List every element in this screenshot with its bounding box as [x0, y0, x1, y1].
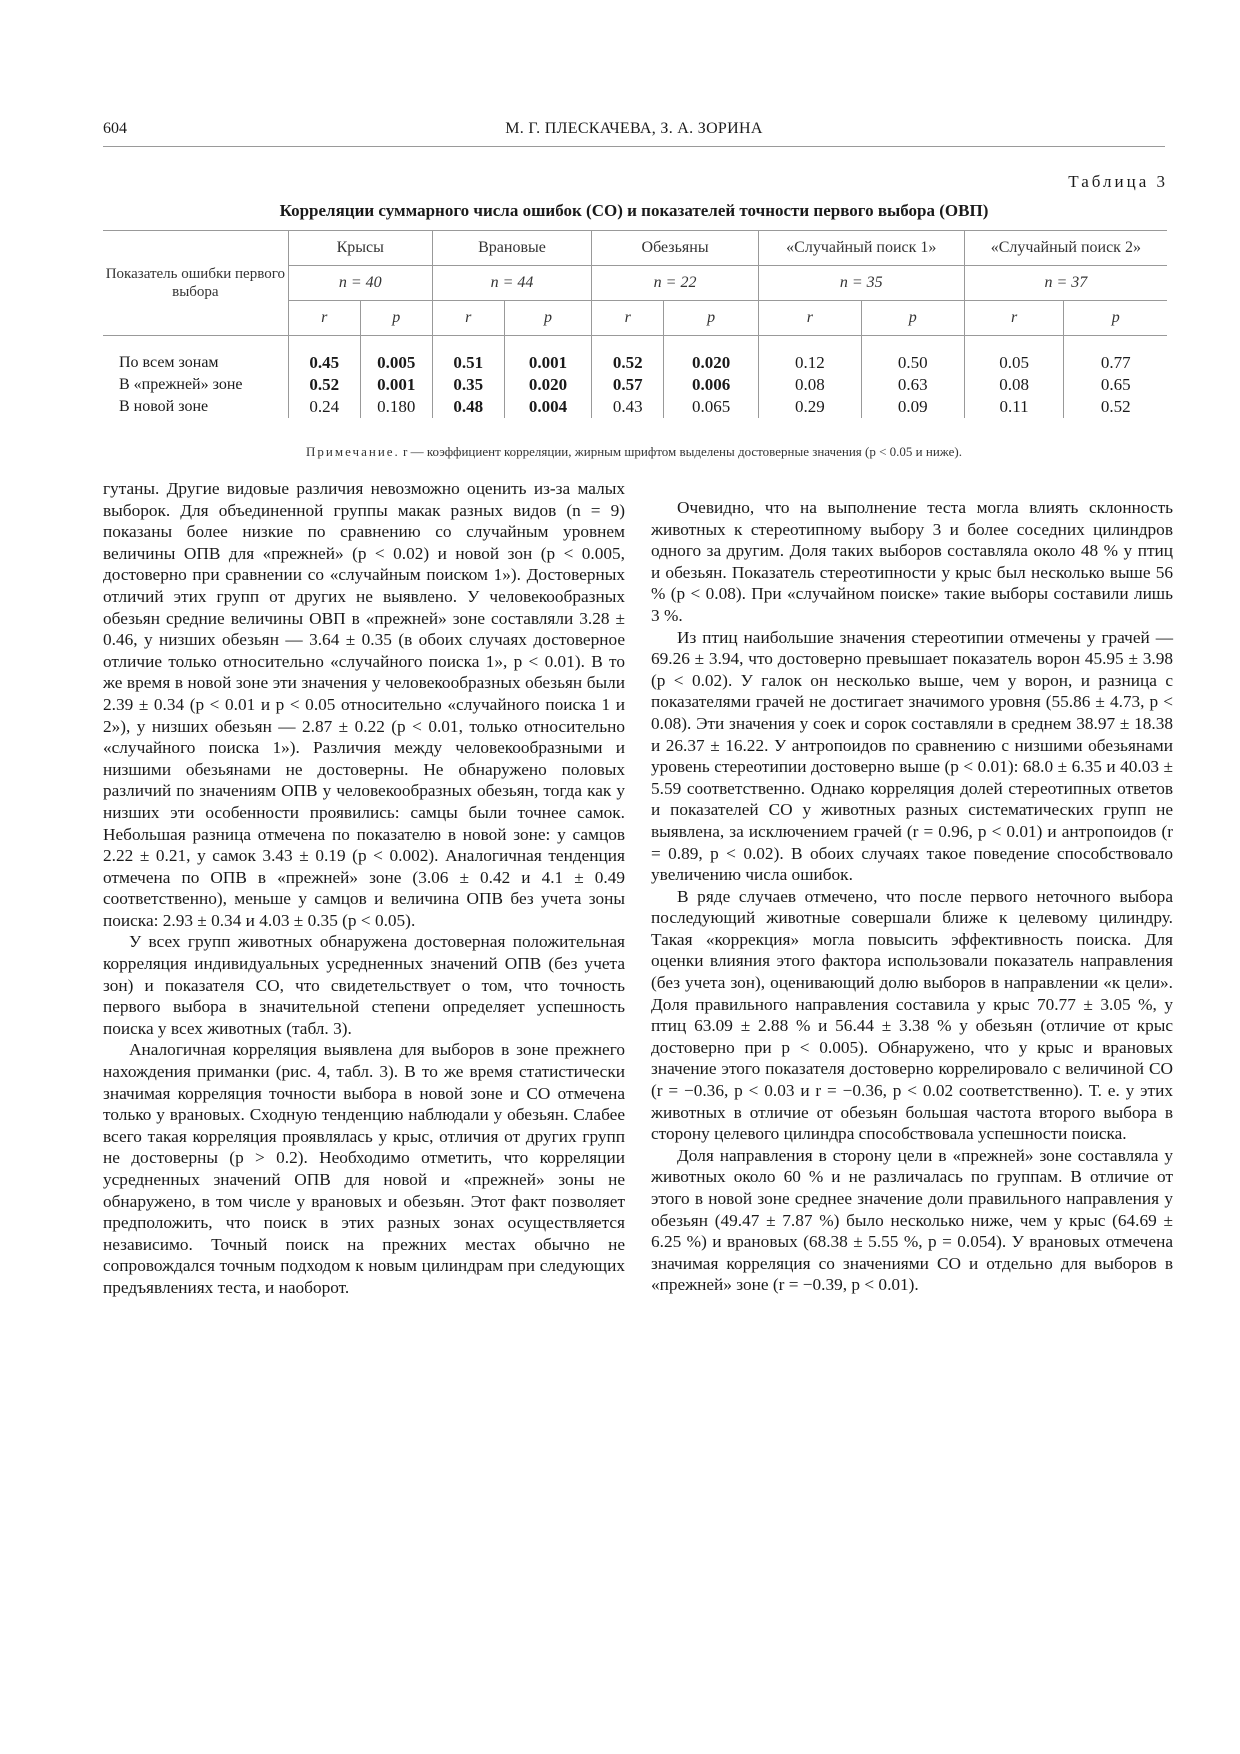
subheader-p: p	[1064, 301, 1167, 336]
p-value-cell: 0.001	[504, 352, 591, 374]
row-label: В новой зоне	[119, 398, 209, 415]
r-value-cell: 0.08	[758, 374, 861, 396]
body-column-left	[103, 478, 625, 1299]
p-value-cell: 0.006	[664, 374, 759, 396]
r-value-cell: 0.24	[288, 396, 360, 418]
sample-size: n = 22	[592, 266, 759, 301]
p-value-cell: 0.020	[504, 374, 591, 396]
table-caption: Корреляции суммарного числа ошибок (СО) и показателей точности первого выбора (ОВП)	[279, 201, 989, 220]
r-value-cell: 0.11	[964, 396, 1064, 418]
r-value-cell: 0.08	[964, 374, 1064, 396]
table-row	[103, 352, 1167, 374]
r-value-cell: 0.51	[432, 352, 504, 374]
subheader-r: r	[964, 301, 1064, 336]
subheader-p: p	[664, 301, 759, 336]
subheader-r: r	[288, 301, 360, 336]
p-value-cell: 0.63	[861, 374, 964, 396]
p-value-cell: 0.65	[1064, 374, 1167, 396]
row-label: По всем зонам	[119, 354, 219, 371]
note-text: r — коэффициент корреляции, жирным шрифтом выделены достоверные значения (p < 0.05 и ниже).	[403, 444, 962, 459]
sample-size: n = 37	[964, 266, 1167, 301]
row-header: Показатель ошибки первого выбора	[103, 231, 288, 336]
group-header: «Случайный поиск 2»	[964, 231, 1167, 266]
note-label: Примечание.	[306, 444, 400, 459]
running-title: М. Г. ПЛЕСКАЧЕВА, З. А. ЗОРИНА	[505, 120, 763, 137]
correlation-table	[103, 230, 1167, 418]
paragraph: гутаны. Другие видовые различия невозможно оценить из-за малых выборок. Для объединенной группы макак разных видов (n = 9) показаны более низкие по сравнению со случайным уровнем величины ОПВ для «прежней» (p < 0.02) и новой зон (p < 0.005, достоверно при сравнении со «случайным поиском 1»). Достоверных отличий этих групп от других не выявлено. У человекообразных обезьян средние величины ОВП в «прежней» зоне составляли 3.28 ± 0.46, у низших обезьян — 3.64 ± 0.35 (в обоих случаях достоверное отличие только относительно «случайного поиска 1», p < 0.01). В то же время в новой зоне эти значения у человекообразных обезьян были 2.39 ± 0.34 (p < 0.01 и p < 0.05 относительно «случайного поиска 1 и 2»), у низших обезьян — 2.87 ± 0.22 (p < 0.01, только относительно «случайного поиска 1»). Различия между человекообразными и низшими обезьянами не достоверны. Не обнаружено половых различий по значениям ОПВ у человекообразных обезьян, тогда как у низших эти особенности проявились: самцы были точнее самок. Небольшая разница отмечена по показателю в новой зоне: у самцов 2.22 ± 0.21, у самок 3.43 ± 0.19 (p < 0.002). Аналогичная тенденция отмечена по ОПВ в «прежней» зоне (3.06 ± 0.42 и 4.1 ± 0.49 соответственно), меньше у самцов и величина ОПВ без учета зоны поиска: 2.93 ± 0.34 и 4.03 ± 0.35 (p < 0.05).	[103, 479, 625, 930]
row-label: В «прежней» зоне	[119, 376, 243, 393]
subheader-r: r	[758, 301, 861, 336]
p-value-cell: 0.065	[664, 396, 759, 418]
p-value-cell: 0.180	[360, 396, 432, 418]
r-value-cell: 0.35	[432, 374, 504, 396]
paragraph: В ряде случаев отмечено, что после первого неточного выбора последующий животные совершали ближе к целевому цилиндру. Такая «коррекция» могла повысить эффективность поиска. Для оценки влияния этого фактора использовали показатель направления (без учета зон), оценивающий долю выборов в направлении «к цели». Доля правильного направления составила у крыс 70.77 ± 3.05 %, у птиц 63.09 ± 2.88 % и 56.44 ± 3.38 % у обезьян (отличие от крыс достоверно при p < 0.005). Обнаружено, что у крыс и врановых значение этого показателя достоверно коррелировало с величиной СО (r = −0.36, p < 0.03 и r = −0.36, p < 0.02 соответственно). Т. е. у этих животных в отличие от обезьян большая частота второго выбора в сторону целевого цилиндра способствовала успешности поиска.	[651, 886, 1173, 1144]
r-value-cell: 0.05	[964, 352, 1064, 374]
body-column-right	[651, 497, 1173, 1296]
p-value-cell: 0.52	[1064, 396, 1167, 418]
p-value-cell: 0.004	[504, 396, 591, 418]
table-row	[103, 374, 1167, 396]
r-value-cell: 0.29	[758, 396, 861, 418]
subheader-p: p	[861, 301, 964, 336]
group-header: Врановые	[432, 231, 591, 266]
p-value-cell: 0.020	[664, 352, 759, 374]
p-value-cell: 0.005	[360, 352, 432, 374]
group-header: «Случайный поиск 1»	[758, 231, 964, 266]
paragraph: У всех групп животных обнаружена достоверная положительная корреляция индивидуальных усредненных значений ОПВ (без учета зон) и показателя СО, что свидетельствует о том, что точность первого выбора в значительной степени определяет успешность поиска у всех животных (табл. 3).	[103, 932, 625, 1038]
subheader-r: r	[592, 301, 664, 336]
header-rule	[103, 146, 1165, 147]
subheader-p: p	[504, 301, 591, 336]
r-value-cell: 0.12	[758, 352, 861, 374]
p-value-cell: 0.50	[861, 352, 964, 374]
subheader-p: p	[360, 301, 432, 336]
p-value-cell: 0.001	[360, 374, 432, 396]
p-value-cell: 0.09	[861, 396, 964, 418]
table-label: Таблица 3	[1068, 172, 1168, 191]
subheader-r: r	[432, 301, 504, 336]
sample-size: n = 44	[432, 266, 591, 301]
r-value-cell: 0.57	[592, 374, 664, 396]
r-value-cell: 0.52	[592, 352, 664, 374]
table-note	[103, 444, 1165, 460]
sample-size: n = 40	[288, 266, 432, 301]
page-number: 604	[103, 120, 127, 137]
r-value-cell: 0.52	[288, 374, 360, 396]
group-header: Обезьяны	[592, 231, 759, 266]
r-value-cell: 0.43	[592, 396, 664, 418]
table-body	[103, 336, 1167, 419]
group-header-row	[103, 231, 1167, 266]
page-header	[103, 112, 1165, 142]
paragraph: Из птиц наибольшие значения стереотипии отмечены у грачей — 69.26 ± 3.94, что достоверно превышает показатель ворон 45.95 ± 3.98 (p < 0.02). У галок он несколько выше, чем у ворон, и разница с показателями грачей не достигает значимого уровня (55.86 ± 4.73, p < 0.08). Эти значения у соек и сорок составляли в среднем 38.97 ± 18.38 и 26.37 ± 16.22. У антропоидов по сравнению с низшими обезьянами уровень стереотипии достоверно выше (p < 0.01): 68.0 ± 6.35 и 40.03 ± 5.59 соответственно. Однако корреляция долей стереотипных ответов и показателей СО у животных разных систематических групп не выявлена, за исключением грачей (r = 0.96, p < 0.01) и антропоидов (r = 0.89, p < 0.02). В обоих случаях такое поведение способствовало увеличению числа ошибок.	[651, 627, 1173, 885]
r-value-cell: 0.45	[288, 352, 360, 374]
group-header: Крысы	[288, 231, 432, 266]
sample-size: n = 35	[758, 266, 964, 301]
r-value-cell: 0.48	[432, 396, 504, 418]
table-row	[103, 396, 1167, 418]
paragraph: Очевидно, что на выполнение теста могла влиять склонность животных к стереотипному выбору 3 и более соседних цилиндров одного за другим. Доля таких выборов составляла около 48 % у птиц и обезьян. Показатель стереотипности у крыс был несколько выше 56 % (p < 0.08). При «случайном поиске» такие выборы составили лишь 3 %.	[651, 498, 1173, 625]
paragraph: Аналогичная корреляция выявлена для выборов в зоне прежнего нахождения приманки (рис. 4, табл. 3). В то же время статистически значимая корреляция точности выбора в новой зоне и СО отмечена только у врановых. Сходную тенденцию наблюдали у обезьян. Слабее всего такая корреляция проявлялась у крыс, отличия от других групп не достоверны (p > 0.2). Необходимо отметить, что корреляции усредненных значений ОПВ для новой и «прежней» зоны не обнаружено, в том числе у врановых и обезьян. Этот факт позволяет предположить, что поиск в этих разных зонах осуществляется независимо. Точный поиск на прежних местах обычно не сопровождался точным подходом к новым цилиндрам при следующих предъявлениях теста, и наоборот.	[103, 1040, 625, 1297]
p-value-cell: 0.77	[1064, 352, 1167, 374]
paragraph: Доля направления в сторону цели в «прежней» зоне составляла у животных около 60 % и не различалась по группам. В отличие от этого в новой зоне среднее значение доли правильного направления у обезьян (49.47 ± 7.87 %) было несколько ниже, чем у крыс (64.69 ± 6.25 %) и врановых (68.38 ± 5.55 %, p = 0.054). У врановых отмечена значимая корреляция со значениями СО и отдельно для выборов в «прежней» зоне (r = −0.39, p < 0.01).	[651, 1145, 1173, 1295]
